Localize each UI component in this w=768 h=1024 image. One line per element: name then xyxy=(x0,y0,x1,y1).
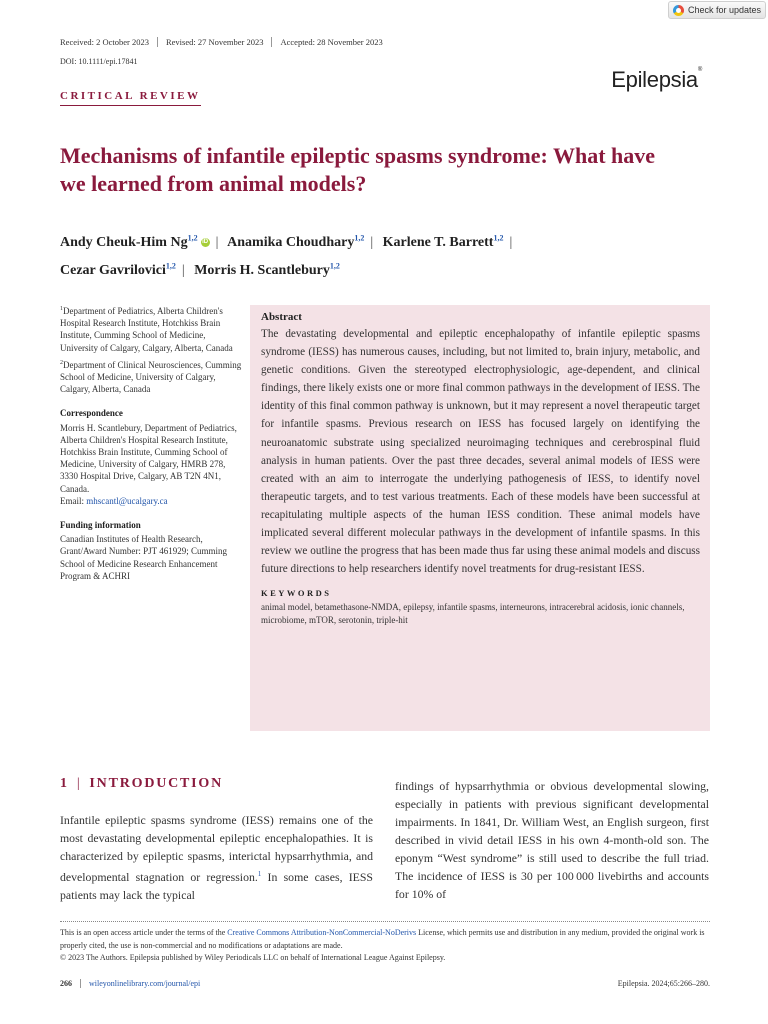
affiliation-2: $^2$Department of Clinical Neurosciences, Cumming School of Medicine, University of Calgary, Calgary, Alberta, Canada xyxy=(60,359,242,395)
check-for-updates-label: Check for updates xyxy=(688,5,762,15)
author-separator: | xyxy=(181,263,185,279)
side-column xyxy=(60,303,242,585)
journal-url-link[interactable]: wileyonlinelibrary.com/journal/epi xyxy=(89,979,201,988)
author-4[interactable]: Cezar Gavrilovici$^{1,2}$ xyxy=(60,261,176,279)
section-title: INTRODUCTION xyxy=(89,776,224,791)
abstract-heading: Abstract xyxy=(261,311,302,323)
article-type: CRITICAL REVIEW xyxy=(60,90,201,106)
funding-text: Canadian Institutes of Health Research, Grant/Award Number: PJT 461929; Cumming School of Medicine Research Enhancement Program & ACHRI xyxy=(60,534,227,581)
section-heading xyxy=(60,776,223,792)
cc-license-link[interactable]: Creative Commons Attribution-NonCommercial-NoDerivs xyxy=(227,928,417,937)
author-separator: | xyxy=(370,234,374,250)
license-block xyxy=(60,927,710,965)
author-separator: | xyxy=(509,234,513,250)
journal-mark: ® xyxy=(697,67,702,73)
citation: Epilepsia. 2024;65:266–280. xyxy=(617,979,710,988)
author-separator: | xyxy=(215,234,219,250)
section-divider: | xyxy=(76,776,82,791)
author-list xyxy=(60,226,700,283)
correspondence-heading: Correspondence xyxy=(60,408,123,419)
accepted-date: Accepted: 28 November 2023 xyxy=(271,37,390,47)
page-number: 266 xyxy=(60,979,81,988)
copyright-text: © 2023 The Authors. Epilepsia published by Wiley Periodicals LLC on behalf of International League Against Epilepsy. xyxy=(60,953,446,962)
abstract-box xyxy=(250,305,710,731)
keywords-heading: KEYWORDS xyxy=(261,588,332,599)
intro-left-column: Infantile epileptic spasms syndrome (IESS) remains one of the most devastating developmental epileptic encephalopathies. It is characterized by epileptic spasms, interictal hypsarrhythmia, and developmental stagnation or regression.$^1$ In some cases, IESS patients may lack the typical xyxy=(60,813,373,902)
orcid-icon[interactable]: iD xyxy=(202,238,209,245)
author-2[interactable]: Anamika Choudhary$^{1,2}$ xyxy=(227,233,365,250)
crossmark-icon xyxy=(673,5,684,16)
correspondence-text: Morris H. Scantlebury, Department of Pediatrics, Alberta Children's Hospital Research Institute, Hotchkiss Brain Institute, Cumming School of Medicine, University of Calgary, HMRB 278, 3330 Hospital Drive, Calgary, AB T2N 4N1, Canada. Email: mhscantl@ucalgary.ca xyxy=(60,422,237,506)
article-title: Mechanisms of infantile epileptic spasms syndrome: What have we learned from animal models? xyxy=(60,143,656,196)
intro-right-column: findings of hypsarrhythmia or obvious developmental slowing, especially in patients with previous significant developmental impairments. In 1841, Dr. William West, an English surgeon, first described in vivid detail IESS in his own 4-month-old son. The eponym “West syndrome” is still used to describe the full triad. The incidence of IESS is 30 per 100 000 livebirths and accounts for 10% of xyxy=(395,779,709,901)
funding-heading: Funding information xyxy=(60,520,141,531)
affiliation-1: $^1$Department of Pediatrics, Alberta Children's Hospital Research Institute, Hotchkiss Brain Institute, Cumming School of Medicine, University of Calgary, Calgary, Alberta, Canada xyxy=(60,306,233,353)
footnote-divider xyxy=(60,921,710,922)
abstract-text: The devastating developmental and epileptic encephalopathy of infantile epileptic spasms syndrome (IESS) has numerous causes, including, but not limited to, brain injury, metabolic, and genetic conditions. Given the stereotyped electrophysiologic, age-dependent, and clinical findings, there likely exists one or more final common pathways in the development of IESS. The identity of this final common pathway is unknown, but it may represent a novel therapeutic target for infantile spasms. Previous research on IESS has focused largely on identifying the neuroanatomic substrate using specialized neuroimaging techniques and cerebrospinal fluid analysis in human patients. Over the past three decades, several animal models of IESS were created with an aim to interrogate the underlying pathogenesis of IESS, to identify novel therapeutic targets, and to test various treatments. Each of these models have been successful at recapitulating multiple aspects of the human IESS condition. These animal models have implicated several different molecular pathways in the development of infantile spasms. In this review we outline the progress that has been made thus far using these animal models and discuss future directions to help researchers identify novel treatments for drug-resistant IESS. xyxy=(261,328,700,576)
received-date: Received: 2 October 2023 xyxy=(60,37,149,47)
page-footer xyxy=(60,979,710,988)
author-1[interactable]: Andy Cheuk-Him Ng$^{1,2}$ iD xyxy=(60,233,209,250)
keywords-text: animal model, betamethasone-NMDA, epilepsy, infantile spasms, interneurons, intracerebral acidosis, ionic channels, microbiome, mTOR, serotonin, triple-hit xyxy=(261,602,685,626)
author-3[interactable]: Karlene T. Barrett$^{1,2}$ xyxy=(382,233,504,250)
check-for-updates-button[interactable] xyxy=(668,1,766,19)
article-dates xyxy=(60,37,391,47)
section-number: 1 xyxy=(60,776,69,791)
license-text: This is an open access article under the terms of the Creative Commons Attribution-NonCommercial-NoDerivs License, which permits use and distribution in any medium, provided the original work is properly cited, the use is non-commercial and no modifications or adaptations are made. xyxy=(60,928,705,950)
reference-link[interactable]: 1 xyxy=(257,870,262,878)
journal-name: Epilepsia xyxy=(611,67,698,92)
revised-date: Revised: 27 November 2023 xyxy=(157,37,272,47)
journal-logo xyxy=(611,67,702,93)
doi: DOI: 10.1111/epi.17841 xyxy=(60,57,138,66)
author-5[interactable]: Morris H. Scantlebury$^{1,2}$ xyxy=(194,261,340,279)
email-link[interactable]: mhscantl@ucalgary.ca xyxy=(86,495,168,506)
